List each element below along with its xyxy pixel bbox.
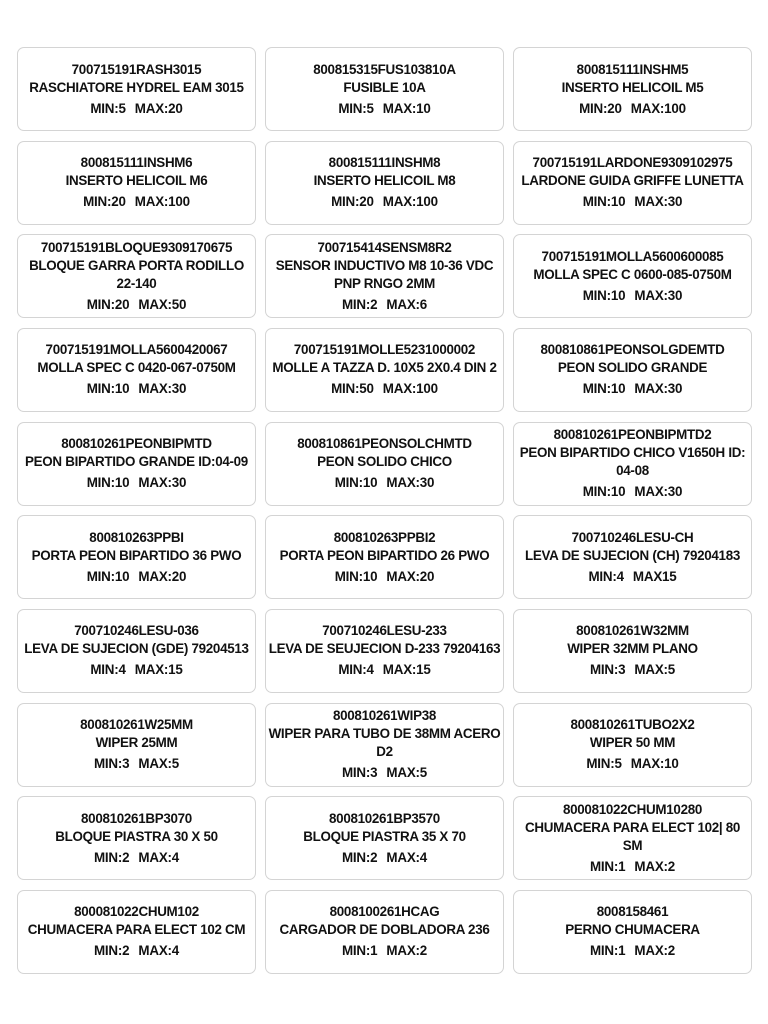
part-code: 800810263PPBI	[89, 529, 184, 545]
max-stock: MAX:30	[386, 475, 435, 491]
part-code: 800815315FUS103810A	[313, 61, 456, 77]
min-stock: MIN:10	[334, 475, 378, 491]
stock-limits	[590, 858, 675, 876]
part-code: 800810261PEONBIPMTD2	[553, 427, 712, 443]
min-stock: MIN:2	[93, 849, 130, 865]
stock-limits	[94, 942, 179, 960]
part-description: WIPER PARA TUBO DE 38MM ACERO D2	[268, 726, 501, 760]
part-code: 800810261BP3070	[81, 810, 192, 826]
inventory-label	[17, 703, 256, 787]
part-code: 800810263PPBI2	[333, 529, 436, 545]
stock-limits	[586, 755, 678, 773]
stock-limits	[342, 764, 427, 782]
part-code: 700715191MOLLA5600420067	[45, 342, 228, 358]
part-description: PORTA PEON BIPARTIDO 26 PWO	[279, 547, 490, 563]
part-description: INSERTO HELICOIL M6	[65, 173, 208, 189]
stock-limits	[87, 568, 187, 586]
max-stock: MAX:30	[138, 381, 187, 397]
max-stock: MAX:100	[134, 194, 190, 210]
part-description: CHUMACERA PARA ELECT 102 CM	[27, 922, 246, 938]
part-code: 700715414SENSM8R2	[317, 239, 452, 255]
min-stock: MIN:5	[586, 756, 622, 772]
part-description: WIPER 32MM PLANO	[567, 641, 698, 657]
part-description: LEVA DE SUJECION (CH) 79204183	[525, 547, 740, 563]
inventory-label	[265, 422, 504, 506]
label-sheet	[17, 47, 752, 978]
inventory-label	[513, 796, 752, 880]
part-code: 800810261BP3570	[329, 810, 440, 826]
part-code: 700710246LESU-233	[322, 623, 447, 639]
inventory-label	[513, 141, 752, 225]
part-description: WIPER 25MM	[95, 735, 178, 751]
inventory-label	[513, 234, 752, 318]
part-description: FUSIBLE 10A	[343, 79, 426, 95]
part-description: BLOQUE PIASTRA 30 X 50	[55, 828, 218, 844]
part-code: 800810261PEONBIPMTD	[61, 436, 212, 452]
max-stock: MAX:100	[382, 194, 438, 210]
part-code: 800810861PEONSOLGDEMTD	[540, 342, 725, 358]
part-code: 800081022CHUM102	[74, 904, 199, 920]
part-code: 700710246LESU-CH	[571, 529, 694, 545]
max-stock: MAX:15	[134, 662, 183, 678]
stock-limits	[579, 100, 686, 118]
stock-limits	[335, 568, 435, 586]
stock-limits	[583, 380, 683, 398]
part-code: 800810261WIP38	[332, 708, 436, 724]
inventory-label	[265, 796, 504, 880]
part-description: INSERTO HELICOIL M8	[313, 173, 456, 189]
inventory-label	[17, 515, 256, 599]
max-stock: MAX:5	[386, 765, 428, 781]
part-code: 8008158461	[596, 904, 669, 920]
inventory-label	[265, 703, 504, 787]
stock-limits	[87, 296, 187, 314]
part-code: 700710246LESU-036	[74, 623, 199, 639]
inventory-label	[265, 609, 504, 693]
part-description: WIPER 50 MM	[589, 735, 676, 751]
stock-limits	[94, 755, 179, 773]
stock-limits	[342, 296, 427, 314]
min-stock: MIN:10	[334, 568, 378, 584]
inventory-label	[265, 141, 504, 225]
part-description: MOLLA SPEC C 0600-085-0750M	[533, 266, 732, 282]
part-description: BLOQUE PIASTRA 35 X 70	[303, 828, 466, 844]
min-stock: MIN:4	[338, 662, 374, 678]
min-stock: MIN:20	[331, 194, 374, 210]
part-code: 700715191LARDONE9309102975	[532, 155, 733, 171]
inventory-label	[17, 47, 256, 131]
stock-limits	[583, 193, 683, 211]
min-stock: MIN:1	[589, 943, 626, 959]
part-description: CHUMACERA PARA ELECT 102| 80 SM	[524, 819, 741, 853]
min-stock: MIN:2	[341, 849, 378, 865]
part-description: MOLLE A TAZZA D. 10X5 2X0.4 DIN 2	[272, 360, 497, 376]
max-stock: MAX:6	[386, 296, 428, 312]
min-stock: MIN:10	[582, 287, 626, 303]
stock-limits	[90, 100, 182, 118]
max-stock: MAX:4	[386, 849, 428, 865]
stock-limits	[83, 193, 190, 211]
max-stock: MAX:10	[630, 756, 679, 772]
stock-limits	[331, 380, 438, 398]
part-description: PEON SOLIDO CHICO	[317, 454, 452, 470]
max-stock: MAX:15	[382, 662, 431, 678]
min-stock: MIN:5	[338, 100, 374, 116]
part-code: 800815111INSHM5	[576, 61, 689, 77]
max-stock: MAX:30	[138, 475, 187, 491]
min-stock: MIN:20	[83, 194, 126, 210]
min-stock: MIN:2	[341, 296, 378, 312]
max-stock: MAX:20	[138, 568, 187, 584]
part-description: LARDONE GUIDA GRIFFE LUNETTA	[521, 173, 744, 189]
inventory-label	[17, 422, 256, 506]
inventory-label	[265, 890, 504, 974]
part-code: 700715191MOLLA5600600085	[541, 248, 724, 264]
min-stock: MIN:10	[582, 381, 626, 397]
part-description: SENSOR INDUCTIVO M8 10-36 VDC PNP RNGO 2MM	[275, 257, 494, 291]
max-stock: MAX15	[632, 568, 677, 584]
max-stock: MAX:5	[138, 756, 180, 772]
inventory-label	[513, 422, 752, 506]
part-description: MOLLA SPEC C 0420-067-0750M	[37, 360, 236, 376]
part-code: 800810861PEONSOLCHMTD	[297, 436, 472, 452]
min-stock: MIN:20	[579, 100, 622, 116]
inventory-label	[17, 890, 256, 974]
min-stock: MIN:50	[331, 381, 374, 397]
inventory-label	[265, 47, 504, 131]
inventory-label	[17, 796, 256, 880]
inventory-label	[513, 328, 752, 412]
inventory-label	[17, 328, 256, 412]
inventory-label	[513, 515, 752, 599]
max-stock: MAX:50	[138, 296, 187, 312]
part-description: PEON SOLIDO GRANDE	[557, 360, 708, 376]
inventory-label	[265, 234, 504, 318]
inventory-label	[513, 703, 752, 787]
part-code: 700715191MOLLE5231000002	[293, 342, 476, 358]
part-code: 800810261TUBO2X2	[570, 717, 695, 733]
min-stock: MIN:5	[90, 100, 126, 116]
stock-limits	[331, 193, 438, 211]
max-stock: MAX:2	[634, 858, 676, 874]
inventory-label	[265, 328, 504, 412]
min-stock: MIN:1	[589, 858, 626, 874]
part-description: INSERTO HELICOIL M5	[561, 79, 704, 95]
part-code: 800810261W32MM	[576, 623, 689, 639]
min-stock: MIN:3	[341, 765, 378, 781]
inventory-label	[17, 609, 256, 693]
max-stock: MAX:2	[386, 943, 428, 959]
inventory-label	[17, 141, 256, 225]
max-stock: MAX:4	[138, 849, 180, 865]
stock-limits	[590, 942, 675, 960]
stock-limits	[87, 380, 187, 398]
max-stock: MAX:30	[634, 194, 683, 210]
part-code: 800081022CHUM10280	[562, 801, 703, 817]
min-stock: MIN:10	[86, 568, 130, 584]
min-stock: MIN:4	[588, 568, 624, 584]
max-stock: MAX:30	[634, 381, 683, 397]
stock-limits	[338, 100, 430, 118]
max-stock: MAX:20	[386, 568, 435, 584]
part-description: PEON BIPARTIDO CHICO V1650H ID: 04-08	[519, 445, 746, 479]
max-stock: MAX:100	[382, 381, 438, 397]
inventory-label	[513, 890, 752, 974]
min-stock: MIN:10	[582, 484, 626, 500]
min-stock: MIN:1	[341, 943, 378, 959]
stock-limits	[583, 287, 683, 305]
part-code: 800815111INSHM6	[80, 155, 193, 171]
inventory-label	[513, 609, 752, 693]
stock-limits	[335, 474, 435, 492]
inventory-label	[513, 47, 752, 131]
stock-limits	[90, 661, 182, 679]
min-stock: MIN:2	[93, 943, 130, 959]
part-code: 8008100261HCAG	[329, 904, 440, 920]
part-code: 800815111INSHM8	[328, 155, 441, 171]
stock-limits	[590, 661, 675, 679]
inventory-label	[17, 234, 256, 318]
max-stock: MAX:5	[634, 662, 676, 678]
min-stock: MIN:3	[589, 662, 626, 678]
part-description: LEVA DE SEUJECION D-233 79204163	[268, 641, 501, 657]
stock-limits	[583, 483, 683, 501]
min-stock: MIN:20	[86, 296, 130, 312]
min-stock: MIN:10	[86, 381, 130, 397]
min-stock: MIN:10	[86, 475, 130, 491]
min-stock: MIN:3	[93, 756, 130, 772]
max-stock: MAX:10	[382, 100, 431, 116]
part-description: PORTA PEON BIPARTIDO 36 PWO	[31, 547, 242, 563]
part-code: 700715191RASH3015	[71, 61, 202, 77]
stock-limits	[338, 661, 430, 679]
part-code: 700715191BLOQUE9309170675	[40, 239, 233, 255]
max-stock: MAX:2	[634, 943, 676, 959]
part-code: 800810261W25MM	[80, 717, 193, 733]
max-stock: MAX:30	[634, 287, 683, 303]
part-description: CARGADOR DE DOBLADORA 236	[279, 922, 490, 938]
part-description: PEON BIPARTIDO GRANDE ID:04-09	[25, 454, 248, 470]
min-stock: MIN:10	[582, 194, 626, 210]
min-stock: MIN:4	[90, 662, 126, 678]
stock-limits	[94, 849, 179, 867]
part-description: LEVA DE SUJECION (GDE) 79204513	[24, 641, 249, 657]
stock-limits	[342, 942, 427, 960]
part-description: RASCHIATORE HYDREL EAM 3015	[29, 79, 244, 95]
inventory-label	[265, 515, 504, 599]
stock-limits	[342, 849, 427, 867]
stock-limits	[87, 474, 187, 492]
part-description: BLOQUE GARRA PORTA RODILLO 22-140	[29, 257, 244, 291]
max-stock: MAX:30	[634, 484, 683, 500]
max-stock: MAX:4	[138, 943, 180, 959]
max-stock: MAX:20	[134, 100, 183, 116]
max-stock: MAX:100	[630, 100, 686, 116]
part-description: PERNO CHUMACERA	[565, 922, 700, 938]
stock-limits	[588, 568, 676, 586]
